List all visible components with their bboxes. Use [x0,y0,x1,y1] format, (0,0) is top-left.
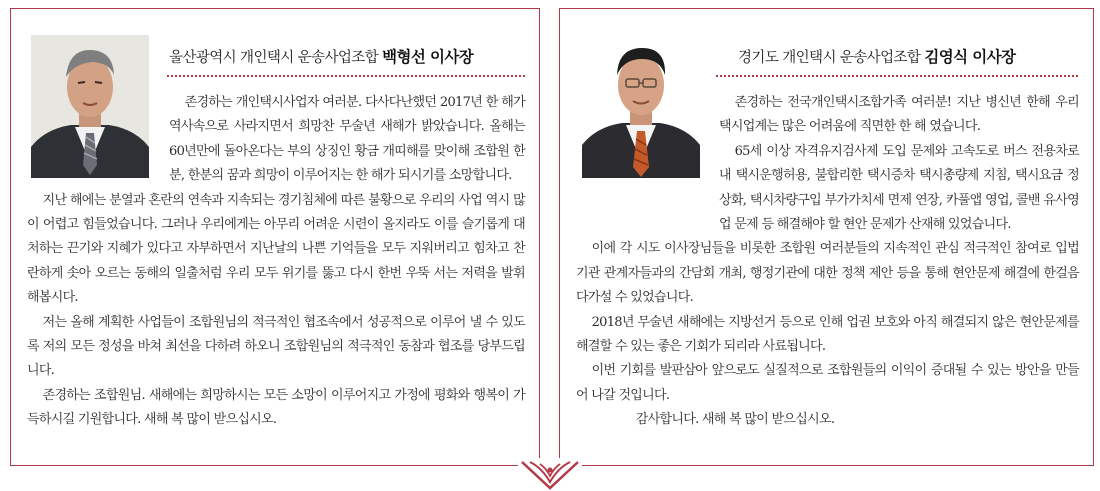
ribbon-emblem-icon [518,458,582,491]
left-heading [169,45,473,71]
right-chairman-name: 김영식 이사장 [924,48,1016,66]
right-greeting-panel [559,8,1094,466]
left-greeting-panel [10,8,540,466]
left-paragraph-2: 지난 해에는 분열과 혼란의 연속과 지속되는 경기침체에 따른 불황으로 우리의 사업 역시 많이 어렵고 힘들었습니다. 그러나 우리에게는 아무리 어려운 시련이 올지라도 이를 슬기롭게 대처하는 끈기와 지혜가 있다고 자부하면서 지난날의 나쁜 기억들을 모두 지워버리고 힘차고 찬란하게 솟아 오르는 동해의 일출처럼 우리 모두 위기를 뚫고 다시 한번 우뚝 서는 저력을 발휘 해봅시다. [27,192,525,306]
left-body-text [27,91,525,457]
right-paragraph-2: 65세 이상 자격유지검사제 도입 문제와 고속도로 버스 전용차로 내 택시운행허용, 불합리한 택시증차 택시총량제 지침, 택시요금 정상화, 택시차량구입 부가가치세 면제 연장, 카풀앱 영업, 콜밴 유사영업 문제 등 해결해야 할 현안 문제가 산재해 있었습니다. [719,143,1079,233]
left-org-name: 울산광역시 개인택시 운송사업조합 [169,50,379,66]
right-heading [738,45,1015,71]
right-paragraph-3: 이에 각 시도 이사장님들을 비롯한 조합원 여러분들의 지속적인 관심 적극적인 참여로 입법기관 관계자들과의 간담회 개최, 행정기관에 대한 정책 제안 등을 통해 현안문제 해결에 한걸음 다가설 수 있었습니다. [576,241,1079,306]
right-org-name: 경기도 개인택시 운송사업조합 [738,50,921,66]
left-paragraph-4: 존경하는 조합원님. 새해에는 희망하시는 모든 소망이 이루어지고 가정에 평화와 행복이 가득하시길 기원합니다. 새해 복 많이 받으십시오. [27,387,525,428]
right-paragraph-4: 2018년 무술년 새해에는 지방선거 등으로 인해 업권 보호와 아직 해결되지 않은 현안문제를 해결할 수 있는 좋은 기회가 되리라 사료됩니다. [576,314,1079,355]
right-paragraph-1: 존경하는 전국개인택시조합가족 여러분! 지난 병신년 한해 우리 택시업계는 많은 어려움에 직면한 한 해 였습니다. [719,95,1079,135]
left-dotted-divider [167,75,525,77]
right-body-text [576,91,1079,457]
right-paragraph-5: 이번 기회를 발판삼아 앞으로도 실질적으로 조합원들의 이익이 증대될 수 있는 방안을 만들어 나갈 것입니다. [576,363,1079,403]
right-dotted-divider [716,75,1078,77]
left-paragraph-3: 저는 올해 계획한 사업들이 조합원님의 적극적인 협조속에서 성공적으로 이루어 낼 수 있도록 저의 모든 정성을 바쳐 최선을 다하려 하오니 조합원님의 적극적인 동참과 협조를 당부드립니다. [27,314,525,379]
right-closing: 감사합니다. 새해 복 많이 받으십시오. [635,412,835,428]
left-paragraph-1: 존경하는 개인택시사업자 여러분. 다사다난했던 2017년 한 해가 역사속으로 사라지면서 희망찬 무술년 새해가 밝았습니다. 올해는 60년만에 돌아온다는 부의 상징인 황금 개띠해를 맞이해 조합원 한분, 한분의 꿈과 희망이 이루어지는 한 해가 되시기를 소망합니다. [169,95,525,184]
left-chairman-name: 백형선 이사장 [382,48,474,66]
